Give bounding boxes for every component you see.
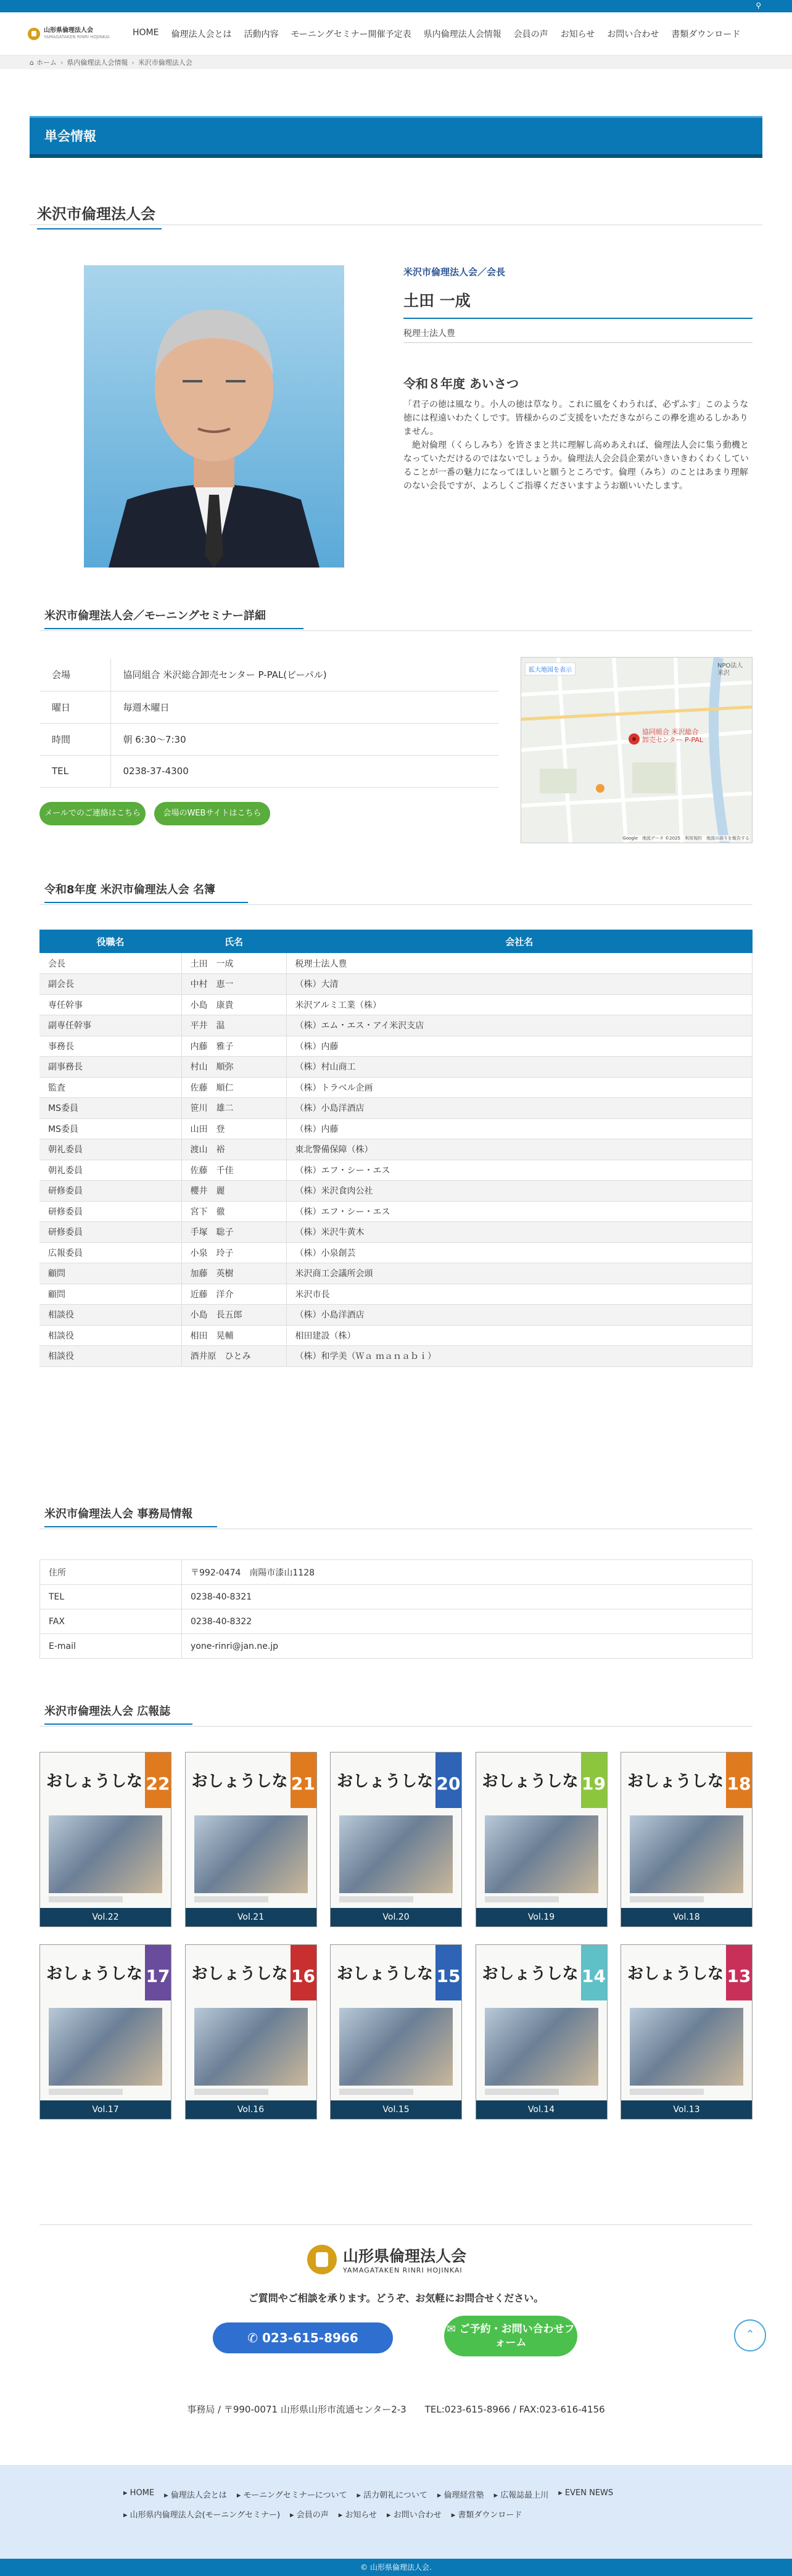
nav-downloads[interactable]: 書類ダウンロード	[671, 29, 741, 39]
nav-news[interactable]: お知らせ	[560, 29, 595, 39]
cell-name: 村山 順弥	[181, 1057, 286, 1078]
footer-nav-label: 倫理経営塾	[443, 2491, 484, 2500]
magazine-cover-title: おしょうしな	[191, 1772, 288, 1791]
cell-role: MS委員	[39, 1118, 181, 1139]
seminar-info-table	[39, 659, 498, 788]
search-icon[interactable]: ⚲	[756, 1, 761, 10]
table-row	[39, 953, 753, 974]
magazine-cover-photo	[339, 2008, 453, 2086]
row-key: 曜日	[39, 691, 110, 723]
office-title	[44, 1505, 192, 1521]
caret-right-icon: ▸	[164, 2491, 171, 2500]
cell-company: （株）内藤	[286, 1036, 753, 1057]
magazine-cover-photo	[630, 1815, 743, 1893]
table-row	[40, 1609, 753, 1634]
caret-right-icon: ▸	[290, 2511, 297, 2520]
nav-seminar-schedule[interactable]: モーニングセミナー開催予定表	[291, 29, 411, 39]
caret-right-icon: ▸	[558, 2488, 565, 2498]
magazine-cover-footer	[194, 2089, 268, 2095]
row-value: 0238-40-8322	[182, 1609, 753, 1634]
caret-right-icon: ▸	[387, 2511, 394, 2520]
footer-nav-label: 広報誌最上川	[500, 2491, 549, 2500]
footer-nav-link[interactable]	[437, 2488, 484, 2500]
phone-icon: ✆	[247, 2330, 262, 2345]
footer-nav-label: 会員の声	[296, 2511, 329, 2520]
footer-nav-row-2	[123, 2508, 679, 2520]
cell-role: 研修委員	[39, 1222, 181, 1243]
caret-right-icon: ▸	[357, 2491, 364, 2500]
cell-name: 宮下 徹	[181, 1201, 286, 1222]
row-value: 毎週木曜日	[110, 691, 498, 723]
table-row	[39, 1057, 753, 1078]
cell-name: 山田 登	[181, 1118, 286, 1139]
cell-name: 土田 一成	[181, 953, 286, 974]
cell-name: 手塚 聡子	[181, 1222, 286, 1243]
breadcrumb-local-units[interactable]: 県内倫理法人会情報	[67, 59, 128, 67]
footer-nav-link[interactable]	[558, 2488, 613, 2500]
table-row	[39, 1305, 753, 1326]
cell-role: 相談役	[39, 1305, 181, 1326]
table-row	[39, 1201, 753, 1222]
scroll-to-top-button[interactable]	[734, 2319, 766, 2351]
cell-company: （株）大清	[286, 974, 753, 995]
footer-nav-link[interactable]	[123, 2508, 280, 2520]
magazine-volume-label: Vol.15	[331, 2100, 461, 2119]
cell-role: 研修委員	[39, 1181, 181, 1202]
cell-company: （株）和学美（Ｗａ ｍａｎａｂｉ）	[286, 1346, 753, 1367]
nav-voices[interactable]: 会員の声	[513, 29, 548, 39]
seminar-title	[44, 607, 266, 623]
magazine-volume-label: Vol.18	[621, 1908, 752, 1926]
magazine-number-tab: 15	[435, 1945, 461, 2000]
chevron-right-icon: ›	[131, 58, 134, 67]
cell-company: 米沢市長	[286, 1284, 753, 1305]
table-row	[39, 1346, 753, 1367]
magazine-item[interactable]	[39, 1944, 171, 2120]
magazine-volume-label: Vol.13	[621, 2100, 752, 2119]
page-title: 単会情報	[44, 129, 96, 144]
seminar-title-text: 米沢市倫理法人会／モーニングセミナー詳細	[44, 609, 266, 622]
magazine-number-tab: 14	[581, 1945, 607, 2000]
table-row	[39, 994, 753, 1015]
magazine-volume-label: Vol.20	[331, 1908, 461, 1926]
office-title-text: 米沢市倫理法人会 事務局情報	[44, 1508, 193, 1521]
phone-number: 023-615-8966	[262, 2330, 358, 2345]
footer-logo-name: 山形県倫理法人会	[343, 2247, 467, 2265]
footer-nav-label: お問い合わせ	[393, 2511, 442, 2520]
cell-role: 研修委員	[39, 1201, 181, 1222]
cell-role: 広報委員	[39, 1242, 181, 1263]
magazine-number-tab: 19	[581, 1752, 607, 1808]
footer-nav-link[interactable]	[237, 2488, 347, 2500]
caret-right-icon: ▸	[451, 2511, 458, 2520]
magazine-cover-title: おしょうしな	[337, 1772, 434, 1791]
table-row	[39, 1160, 753, 1181]
cell-company: （株）米沢食肉公社	[286, 1181, 753, 1202]
magazine-cover-title: おしょうしな	[46, 1772, 143, 1791]
contact-form-label: ご予約・お問い合わせフォーム	[459, 2323, 575, 2349]
magazine-cover-footer	[630, 2089, 704, 2095]
contact-form-button[interactable]	[444, 2316, 577, 2356]
table-row	[39, 1181, 753, 1202]
cell-company: （株）小島洋酒店	[286, 1098, 753, 1119]
col-role-header: 役職名	[39, 930, 181, 953]
table-row	[40, 1634, 753, 1659]
footer-nav-label: 山形県内倫理法人会(モーニングセミナー)	[130, 2511, 281, 2520]
logo-mark-icon	[307, 2245, 337, 2274]
magazine-title-text: 米沢市倫理法人会 広報誌	[44, 1705, 171, 1718]
nav-local-units[interactable]: 県内倫理法人会情報	[423, 29, 501, 39]
magazine-item[interactable]	[39, 1752, 171, 1927]
magazine-number-tab: 13	[726, 1945, 752, 2000]
breadcrumb-current: 米沢市倫理法人会	[138, 59, 192, 67]
table-row	[39, 1098, 753, 1119]
footer-logo-sub: YAMAGATAKEN RINRI HOJINKAI	[343, 2266, 463, 2274]
unit-title	[37, 202, 155, 223]
roster-title	[44, 881, 215, 897]
president-photo	[84, 265, 344, 568]
logo-mark-icon	[28, 28, 40, 40]
cell-role: 副専任幹事	[39, 1015, 181, 1036]
magazine-item[interactable]	[330, 1944, 462, 2120]
table-row	[39, 755, 498, 787]
row-value: 協同組合 米沢総合卸売センター P-PAL(ピーパル)	[110, 659, 498, 691]
magazine-cover-photo	[194, 2008, 308, 2086]
table-row	[39, 723, 498, 755]
magazine-number-tab: 20	[435, 1752, 461, 1808]
cell-company: （株）米沢牛黄木	[286, 1222, 753, 1243]
cell-role: 監査	[39, 1077, 181, 1098]
cell-role: 副事務長	[39, 1057, 181, 1078]
table-header-row	[39, 930, 753, 953]
cell-role: 会長	[39, 953, 181, 974]
magazine-cover-footer	[339, 2089, 413, 2095]
cell-name: 櫻井 麗	[181, 1181, 286, 1202]
magazine-item[interactable]	[185, 1944, 317, 2120]
magazine-volume-label: Vol.16	[186, 2100, 316, 2119]
col-name-header: 氏名	[181, 930, 286, 953]
row-key: 時間	[39, 723, 110, 755]
footer-nav-link[interactable]	[494, 2488, 549, 2500]
footer-nav-label: 書類ダウンロード	[458, 2511, 522, 2520]
table-row	[40, 1585, 753, 1609]
magazine-cover-photo	[49, 2008, 162, 2086]
magazine-cover-footer	[485, 1896, 559, 1902]
map-enlarge-link[interactable]: 拡大地図を表示	[525, 663, 575, 675]
cell-company: 米沢商工会議所会頭	[286, 1263, 753, 1284]
breadcrumb-home[interactable]: ホーム	[36, 59, 57, 67]
logo-name: 山形県倫理法人会	[44, 27, 93, 34]
caret-right-icon: ▸	[123, 2488, 130, 2498]
footer-tagline: ご質問やご相談を承ります。どうぞ、お気軽にお問合せください。	[248, 2292, 544, 2304]
row-value[interactable]: yone-rinri@jan.ne.jp	[182, 1634, 753, 1659]
chevron-right-icon: ›	[60, 58, 64, 67]
magazine-volume-label: Vol.22	[40, 1908, 171, 1926]
cell-company: 東北警備保障（株）	[286, 1139, 753, 1160]
magazine-cover-footer	[485, 2089, 559, 2095]
cell-company: 相田建設（株）	[286, 1325, 753, 1346]
president-company: 税理士法人豊	[403, 329, 455, 339]
magazine-cover-footer	[339, 1896, 413, 1902]
cell-role: 相談役	[39, 1325, 181, 1346]
magazine-cover-title: おしょうしな	[191, 1965, 288, 1983]
cell-name: 中村 恵一	[181, 974, 286, 995]
map-place-label: 協同組合 米沢総合 卸売センター P-PAL	[642, 728, 703, 744]
nav-contact[interactable]: お問い合わせ	[607, 29, 659, 39]
magazine-cover-footer	[194, 1896, 268, 1902]
row-key: TEL	[39, 755, 110, 787]
magazine-cover-photo	[49, 1815, 162, 1893]
home-icon: ⌂	[30, 58, 34, 67]
greeting-text: 「君子の徳は風なり。小人の徳は草なり。これに風をくわうれば、必ずふす」このような徳には程遠いわたくしです。皆様からのご支援をいただきながらこの襷を進めるしかありません。 絶対倫理（くらしみち）を皆さまと共に理解し高めあえれば、倫理法人会に集う動機となっていただけるのではないでしょうか。倫理法人会会員企業がいきいきわくわくしていることが一番の魅力になってほしいと願うところです。倫理（みち）のことはあまり理解のない会長ですが、よろしくご指導くださいますようお願いいたします。	[403, 400, 749, 491]
footer-nav-link[interactable]	[339, 2508, 377, 2520]
cell-company: （株）小泉創芸	[286, 1242, 753, 1263]
cell-company: （株）エフ・シー・エス	[286, 1160, 753, 1181]
footer-nav-link[interactable]	[123, 2488, 154, 2500]
magazine-item[interactable]	[476, 1944, 608, 2120]
cell-role: MS委員	[39, 1098, 181, 1119]
magazine-cover-title: おしょうしな	[627, 1965, 724, 1983]
cell-name: 小島 康貴	[181, 994, 286, 1015]
cell-company: 米沢アルミ工業（株）	[286, 994, 753, 1015]
caret-right-icon: ▸	[338, 2511, 345, 2520]
table-row	[39, 1284, 753, 1305]
cell-company: 税理士法人豊	[286, 953, 753, 974]
row-key: 住所	[40, 1560, 182, 1585]
magazine-number-tab: 16	[291, 1945, 316, 2000]
magazine-cover-photo	[630, 2008, 743, 2086]
magazine-number-tab: 22	[145, 1752, 171, 1808]
magazine-cover-title: おしょうしな	[627, 1772, 724, 1791]
row-value: 朝 6:30〜7:30	[110, 723, 498, 755]
magazine-volume-label: Vol.14	[476, 2100, 607, 2119]
table-row	[39, 1263, 753, 1284]
cell-name: 佐藤 順仁	[181, 1077, 286, 1098]
footer-nav-label: モーニングセミナーについて	[243, 2491, 347, 2500]
magazine-cover-photo	[485, 2008, 598, 2086]
phone-button[interactable]	[213, 2322, 393, 2353]
footer-nav-label: お知らせ	[345, 2511, 377, 2520]
table-row	[39, 1139, 753, 1160]
footer-address: 事務局 / 〒990-0071 山形県山形市流通センター2-3 TEL:023-615-8966 / FAX:023-616-4156	[187, 2404, 605, 2415]
cell-name: 酒井原 ひとみ	[181, 1346, 286, 1367]
president-role: 米沢市倫理法人会／会長	[403, 266, 506, 278]
magazine-cover-title: おしょうしな	[482, 1965, 579, 1983]
magazine-volume-label: Vol.19	[476, 1908, 607, 1926]
caret-right-icon: ▸	[236, 2491, 244, 2500]
site-logo[interactable]	[28, 27, 120, 41]
magazine-cover-photo	[339, 1815, 453, 1893]
table-row	[40, 1560, 753, 1585]
breadcrumb	[0, 56, 792, 69]
footer-logo[interactable]	[307, 2244, 466, 2274]
row-key: E-mail	[40, 1634, 182, 1659]
nav-about[interactable]: 倫理法人会とは	[171, 29, 232, 39]
cell-company: （株）内藤	[286, 1118, 753, 1139]
magazine-number-tab: 21	[291, 1752, 316, 1808]
footer-nav-link[interactable]	[387, 2508, 442, 2520]
row-value: 0238-40-8321	[182, 1585, 753, 1609]
roster-title-text: 令和8年度 米沢市倫理法人会 名簿	[44, 883, 216, 896]
nav-home[interactable]: HOME	[133, 27, 159, 38]
magazine-cover-footer	[49, 1896, 123, 1902]
magazine-item[interactable]	[330, 1752, 462, 1927]
map-npo-label: NPO法人 米沢	[717, 663, 743, 677]
magazine-item[interactable]	[185, 1752, 317, 1927]
magazine-number-tab: 18	[726, 1752, 752, 1808]
col-company-header: 会社名	[286, 930, 753, 953]
venue-website-button[interactable]: 会場のWEBサイトはこちら	[154, 802, 270, 825]
table-row	[39, 1077, 753, 1098]
cell-name: 加藤 英樹	[181, 1263, 286, 1284]
member-roster-table	[39, 930, 753, 1367]
chevron-up-icon: ⌃	[745, 2328, 755, 2341]
cell-role: 相談役	[39, 1346, 181, 1367]
table-row	[39, 1118, 753, 1139]
greeting-title: 令和８年度 あいさつ	[403, 376, 519, 391]
caret-right-icon: ▸	[437, 2491, 444, 2500]
magazine-cover-title: おしょうしな	[337, 1965, 434, 1983]
row-key: 会場	[39, 659, 110, 691]
cell-name: 佐藤 千佳	[181, 1160, 286, 1181]
cell-role: 朝礼委員	[39, 1160, 181, 1181]
copyright: © 山形県倫理法人会.	[0, 2559, 792, 2576]
magazine-volume-label: Vol.17	[40, 2100, 171, 2119]
magazine-volume-label: Vol.21	[186, 1908, 316, 1926]
cell-name: 平井 温	[181, 1015, 286, 1036]
cell-name: 内藤 雅子	[181, 1036, 286, 1057]
row-value: 〒992-0474 南陽市漆山1128	[182, 1560, 753, 1585]
footer-nav-row-1	[123, 2488, 679, 2500]
table-row	[39, 691, 498, 723]
cell-name: 近藤 洋介	[181, 1284, 286, 1305]
footer-nav-link[interactable]	[290, 2508, 329, 2520]
footer-nav-label: HOME	[130, 2488, 155, 2498]
magazine-cover-title: おしょうしな	[46, 1965, 143, 1983]
map-credit: Google 地図データ ©2025 利用規約 地図の誤りを報告する	[622, 836, 749, 841]
table-row	[39, 974, 753, 995]
row-value: 0238-37-4300	[110, 755, 498, 787]
cell-name: 相田 晃輔	[181, 1325, 286, 1346]
office-info-table	[39, 1559, 753, 1659]
top-bar	[0, 0, 792, 12]
magazine-cover-photo	[194, 1815, 308, 1893]
footer-nav-link[interactable]	[452, 2508, 522, 2520]
venue-map[interactable]	[521, 657, 753, 843]
cell-role: 朝礼委員	[39, 1139, 181, 1160]
cell-company: （株）エム・エス・アイ米沢支店	[286, 1015, 753, 1036]
president-name: 土田 一成	[403, 292, 471, 310]
mail-icon: ✉	[447, 2323, 460, 2335]
page-title-banner	[30, 116, 762, 158]
magazine-item[interactable]	[621, 1944, 753, 2120]
cell-name: 渡山 裕	[181, 1139, 286, 1160]
table-row	[39, 1242, 753, 1263]
caret-right-icon: ▸	[493, 2491, 501, 2500]
cell-role: 副会長	[39, 974, 181, 995]
email-contact-button[interactable]: メールでのご連絡はこちら	[39, 802, 146, 825]
cell-name: 小島 長五郎	[181, 1305, 286, 1326]
magazine-number-tab: 17	[145, 1945, 171, 2000]
cell-role: 専任幹事	[39, 994, 181, 1015]
row-key: FAX	[40, 1609, 182, 1634]
table-row	[39, 1036, 753, 1057]
main-nav	[126, 28, 746, 40]
row-key: TEL	[40, 1585, 182, 1609]
cell-company: （株）村山商工	[286, 1057, 753, 1078]
logo-sub: YAMAGATAKEN RINRI HOJINKAI	[44, 34, 110, 39]
cell-role: 事務長	[39, 1036, 181, 1057]
table-row	[39, 659, 498, 691]
magazine-cover-photo	[485, 1815, 598, 1893]
footer-nav-link[interactable]	[357, 2488, 427, 2500]
magazine-cover-title: おしょうしな	[482, 1772, 579, 1791]
footer-nav-label: EVEN NEWS	[564, 2488, 614, 2498]
cell-role: 顧問	[39, 1284, 181, 1305]
cell-company: （株）エフ・シー・エス	[286, 1201, 753, 1222]
site-header	[0, 12, 792, 56]
unit-title-text: 米沢市倫理法人会	[37, 205, 155, 223]
footer-nav-label: 倫理法人会とは	[170, 2491, 227, 2500]
cell-name: 笹川 雄二	[181, 1098, 286, 1119]
cell-company: （株）トラベル企画	[286, 1077, 753, 1098]
footer-nav-link[interactable]	[164, 2488, 227, 2500]
nav-activities[interactable]: 活動内容	[244, 29, 279, 39]
table-row	[39, 1222, 753, 1243]
magazine-cover-footer	[630, 1896, 704, 1902]
caret-right-icon: ▸	[123, 2511, 130, 2520]
cell-company: （株）小島洋酒店	[286, 1305, 753, 1326]
magazine-item[interactable]	[621, 1752, 753, 1927]
table-row	[39, 1325, 753, 1346]
cell-name: 小泉 玲子	[181, 1242, 286, 1263]
table-row	[39, 1015, 753, 1036]
magazine-title	[44, 1703, 170, 1719]
magazine-item[interactable]	[476, 1752, 608, 1927]
magazine-cover-footer	[49, 2089, 123, 2095]
cell-role: 顧問	[39, 1263, 181, 1284]
footer-nav-label: 活力朝礼について	[363, 2491, 427, 2500]
